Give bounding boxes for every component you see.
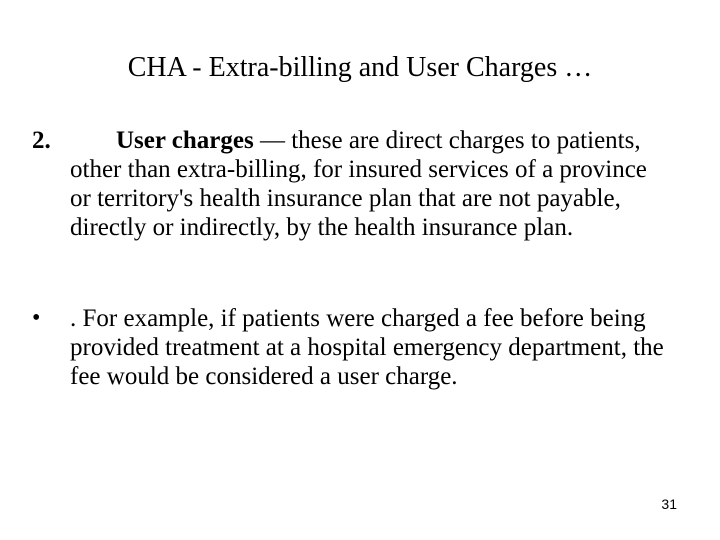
definition-text: — these are direct charges to patients, other than extra-billing, for insured services of a province or territory's health insurance plan that are not payable, directly or indirectly, by the health insurance plan. — [70, 127, 647, 241]
example-text: . For example, if patients were charged a fee before being provided treatment at a hospital emergency department, the fee would be considered a user charge. — [70, 305, 664, 390]
bullet-icon: • — [32, 305, 41, 331]
bullet-item — [32, 304, 672, 391]
numbered-item — [32, 126, 672, 242]
defined-term: User charges — [116, 127, 254, 154]
slide-title: CHA - Extra-billing and User Charges … — [127, 52, 593, 83]
page-number: 31 — [661, 496, 677, 512]
item-text — [32, 126, 672, 242]
item-number: 2. — [32, 127, 51, 154]
